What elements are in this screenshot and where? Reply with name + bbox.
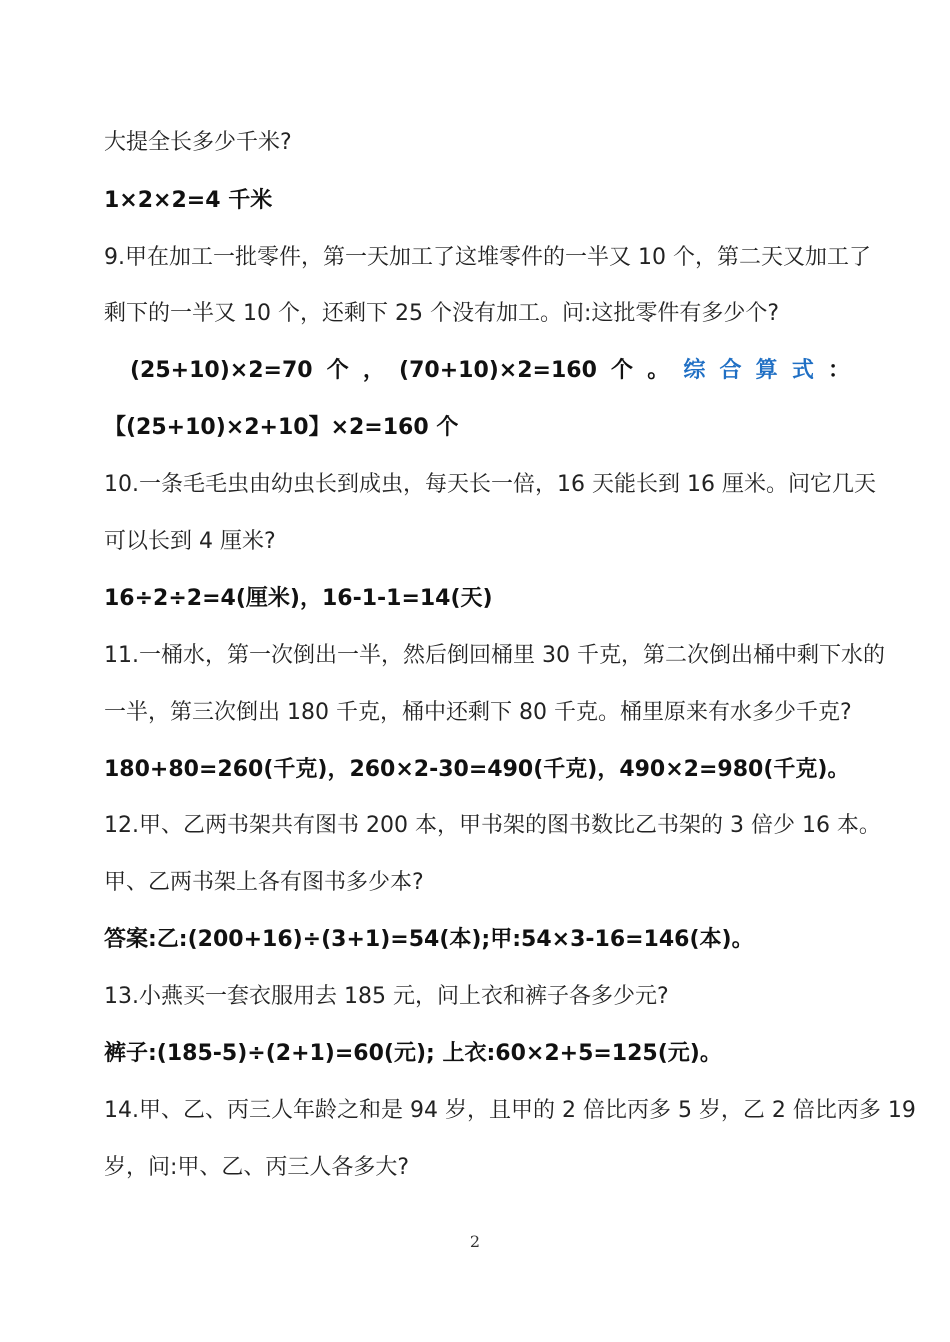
combined-formula-label-char-1: 综 — [683, 358, 706, 383]
question-10-line-1: 10.一条毛毛虫由幼虫长到成虫，每天长一倍，16 天能长到 16 厘米。问它几天 — [104, 472, 876, 497]
answer-11: 180+80=260(千克)，260×2-30=490(千克)，490×2=980(千克)。 — [104, 757, 850, 782]
answer-10: 16÷2÷2=4(厘米)，16-1-1=14(天) — [104, 586, 493, 611]
question-11-line-1: 11.一桶水，第一次倒出一半，然后倒回桶里 30 千克，第二次倒出桶中剩下水的 — [104, 643, 885, 668]
page-number: 2 — [469, 1232, 481, 1251]
answer-8: 1×2×2=4 千米 — [104, 188, 273, 213]
question-12-line-1: 12.甲、乙两书架共有图书 200 本，甲书架的图书数比乙书架的 3 倍少 16 本。 — [104, 813, 881, 838]
question-14-line-1: 14.甲、乙、丙三人年龄之和是 94 岁，且甲的 2 倍比丙多 5 岁，乙 2 倍比丙多 19 — [104, 1098, 916, 1123]
question-8-line-2: 大提全长多少千米? — [104, 130, 292, 155]
answer-13: 裤子:(185-5)÷(2+1)=60(元); 上衣:60×2+5=125(元)。 — [104, 1041, 722, 1066]
question-9-line-1: 9.甲在加工一批零件，第一天加工了这堆零件的一半又 10 个，第二天又加工了 — [104, 245, 871, 270]
answer-9-unit-2: 个 — [611, 358, 634, 383]
answer-9-step-1: (25+10)×2=70 — [130, 358, 313, 383]
combined-formula-label-char-4: 式 — [791, 358, 814, 383]
question-13: 13.小燕买一套衣服用去 185 元，问上衣和裤子各多少元? — [104, 984, 669, 1009]
answer-9-comma: ， — [362, 358, 385, 383]
combined-formula-colon: ： — [827, 358, 850, 383]
question-14-line-2: 岁，问:甲、乙、丙三人各多大? — [104, 1155, 410, 1180]
question-9-line-2: 剩下的一半又 10 个，还剩下 25 个没有加工。问:这批零件有多少个? — [104, 301, 780, 326]
question-10-line-2: 可以长到 4 厘米? — [104, 529, 276, 554]
question-11-line-2: 一半，第三次倒出 180 千克，桶中还剩下 80 千克。桶里原来有水多少千克? — [104, 700, 852, 725]
combined-formula-label-char-2: 合 — [719, 358, 742, 383]
answer-9-line-1 — [130, 356, 850, 386]
answer-9-period: 。 — [647, 358, 670, 383]
combined-formula-label-char-3: 算 — [755, 358, 778, 383]
answer-9-unit-1: 个 — [326, 358, 349, 383]
question-12-line-2: 甲、乙两书架上各有图书多少本? — [104, 870, 424, 895]
answer-9-step-2: (70+10)×2=160 — [399, 358, 597, 383]
answer-12: 答案:乙:(200+16)÷(3+1)=54(本);甲:54×3-16=146(本)。 — [104, 927, 754, 952]
answer-9-line-2: 【(25+10)×2+10】×2=160 个 — [104, 415, 459, 440]
